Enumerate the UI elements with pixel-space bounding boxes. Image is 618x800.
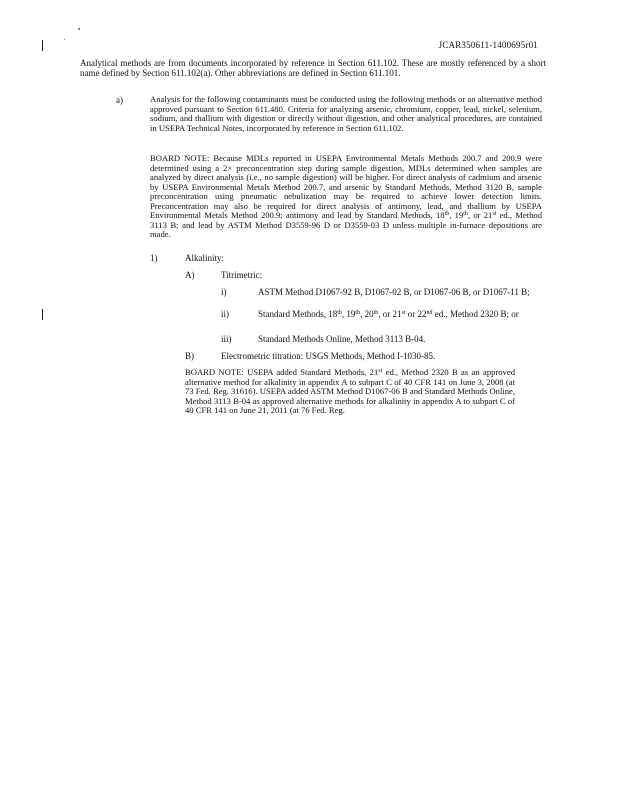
- board-note-1-part: , 19: [449, 210, 464, 220]
- subitem-text: [258, 309, 548, 319]
- board-note-2-part: ed., Method 2320 B as an approved alternative method for alkalinity in appendix A to subpart C of 40 CFR 141 on June 3, 2008 (at 73 Fed. Reg. 31616). USEPA added ASTM Method D1067-06 B and Standard Methods Online, Method 3113 B-04 as approved alternative methods for alkalinity in appendix A to subpart C of 40 CFR 141 on June 21, 2011 (at 76 Fed. Reg.: [185, 367, 515, 415]
- text-part: , 19: [341, 309, 356, 319]
- superscript: th: [463, 211, 468, 217]
- superscript: nd: [426, 310, 433, 316]
- text-part: or 22: [405, 309, 427, 319]
- item-heading: Alkalinity:: [185, 253, 224, 263]
- item-number: 1): [150, 253, 158, 263]
- board-note-1-part: BOARD NOTE: Because MDLs reported in USEPA Environmental Metals Methods 200.7 and 200.9 were determined using a 2× preconcentration step during sample digestion, MDLs determined when samples are analyzed by direct analysis (i.e., no sample digestion) will be higher. For direct analysis of cadmium and arsenic by USEPA Environmental Metals Method 200.7, and arsenic by Standard Methods, Method 3120 B, sample preconcentration using pneumatic nebulization may be required to achieve lower detection limits. Preconcentration may also be required for direct analysis of antimony, lead, and thallium by USEPA Environmental Metals Method 200.9; antimony and lead by Standard Methods, 18: [150, 153, 542, 220]
- superscript: th: [373, 310, 379, 316]
- subitem-label: ii): [221, 309, 229, 319]
- subitem-text: ASTM Method D1067-92 B, D1067-02 B, or D1067-06 B, or D1067-11 B;: [258, 287, 530, 297]
- scan-speck: [78, 28, 80, 30]
- subitem-text: Titrimetric:: [221, 270, 263, 280]
- superscript: th: [355, 310, 361, 316]
- board-note-2: [185, 368, 515, 416]
- subitem-text: Electrometric titration: USGS Methods, Method I-1030-85.: [221, 351, 436, 361]
- document-id-header: JCAR350611-1400695r01: [438, 40, 538, 50]
- text-part: Standard Methods, 18: [258, 309, 338, 319]
- board-note-1-part: ed., Method 3113 B; and lead by ASTM Method D3559-96 D or D3559-03 D unless multiple in-furnace depositions are made.: [150, 210, 542, 239]
- subitem-text: Standard Methods Online, Method 3113 B-04.: [258, 334, 426, 344]
- revision-bar: [42, 309, 43, 320]
- text-part: ed., Method 2320 B; or: [432, 309, 519, 319]
- subsection-label: a): [116, 95, 123, 105]
- revision-bar: [42, 40, 43, 51]
- board-note-2-part: BOARD NOTE: USEPA added Standard Methods, 21: [185, 367, 379, 377]
- scan-speck: [64, 39, 65, 40]
- superscript: st: [492, 211, 497, 217]
- subitem-label: B): [185, 351, 194, 361]
- subsection-a-text: Analysis for the following contaminants must be conducted using the following methods or an alternative method approved pursuant to Section 611.480. Criteria for analyzing arsenic, chromium, copper, lead, nickel, selenium, sodium, and thallium with digestion or directly without digestion, and other analytical procedures, are contained in USEPA Technical Notes, incorporated by reference in Section 611.102.: [150, 94, 542, 133]
- board-note-1: [150, 154, 542, 240]
- board-note-1-part: , or 21: [467, 210, 493, 220]
- subitem-label: i): [221, 287, 227, 297]
- subitem-label: A): [185, 270, 195, 280]
- superscript: th: [444, 211, 450, 217]
- superscript: st: [378, 368, 383, 374]
- superscript: th: [337, 310, 342, 316]
- text-part: , 20: [360, 309, 374, 319]
- superscript: st: [401, 310, 406, 316]
- subitem-label: iii): [221, 334, 232, 344]
- intro-paragraph: Analytical methods are from documents incorporated by reference in Section 611.102. These are mostly referenced by a short name defined by Section 611.102(a). Other abbreviations are defined in Section 611.101.: [80, 58, 546, 78]
- text-part: , or 21: [378, 309, 402, 319]
